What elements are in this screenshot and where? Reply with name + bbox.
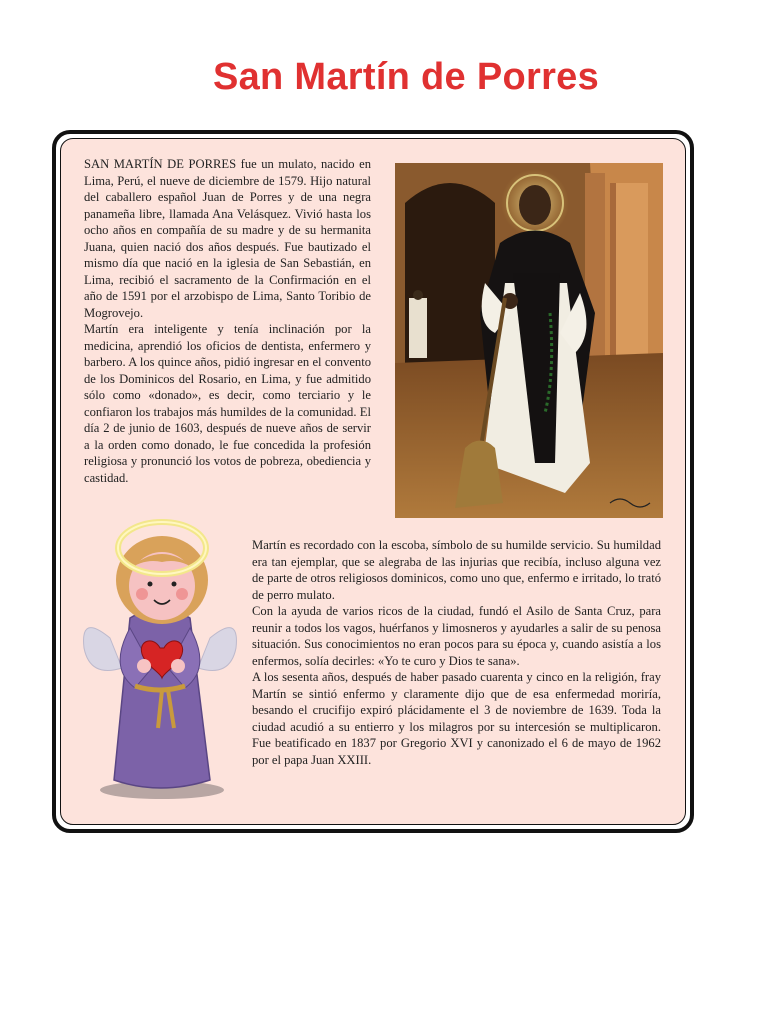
paragraph-2: Martín era inteligente y tenía inclinación por la medicina, aprendió los oficios de dentista, enfermero y barbero. A los quince años, pidió ingresar en el convento de los Dominicos del Rosario, en Lima, y fue admitido sólo como «donado», es decir, como terciario y le confiaron los trabajos más humildes de la comunidad. El día 2 de junio de 1603, después de nueve años de servir a la orden como donado, le fue concedida la profesión religiosa y pronunció los votos de pobreza, obediencia y castidad.: [84, 322, 371, 485]
article-column-bottom: [252, 537, 661, 768]
page-title: San Martín de Porres: [212, 56, 600, 98]
paragraph-3: Martín es recordado con la escoba, símbolo de su humilde servicio. Su humildad era tan ejemplar, que se alegraba de las injurias que recibía, incluso alguna vez de parte de otros religiosos dominicos, como uno que, enfermo e irritado, lo trató de perro mulato.: [252, 538, 661, 602]
angel-illustration: [80, 518, 240, 802]
article-column-left: [84, 156, 371, 486]
paragraph-5: A los sesenta años, después de haber pasado cuarenta y cinco en la religión, fray Martín se sintió enfermo y claramente dijo que de esa enfermedad moriría, besando el crucifijo expiró plácidamente el 3 de noviembre de 1639. Toda la ciudad acudió a su entierro y los milagros por su intercesión se multiplicaron. Fue beatificado en 1837 por Gregorio XVI y canonizado el 6 de mayo de 1962 por el papa Juan XXIII.: [252, 670, 661, 767]
paragraph-1: SAN MARTÍN DE PORRES fue un mulato, nacido en Lima, Perú, el nueve de diciembre de 1579. Hijo natural del caballero español Juan de Porres y de una negra panameña libre, llamada Ana Velásquez. Vivió hasta los ocho años en compañía de su madre y de su hermanita Juana, quien nació dos años después. Fue bautizado el mismo día que nació en la iglesia de San Sebastián, en Lima, recibió el sacramento de la Confirmación en el año de 1591 por el arzobispo de Lima, Santo Toribio de Mogrovejo.: [84, 157, 371, 320]
paragraph-4: Con la ayuda de varios ricos de la ciudad, fundó el Asilo de Santa Cruz, para reunir a todos los vagos, huérfanos y limosneros y ayudarles a salir de su penosa situación. Sus conocimientos no eran pocos para su época y, cuando asistía a los enfermos, solía decirles: «Yo te curo y Dios te sana».: [252, 604, 661, 668]
saint-painting-image: [395, 163, 663, 518]
